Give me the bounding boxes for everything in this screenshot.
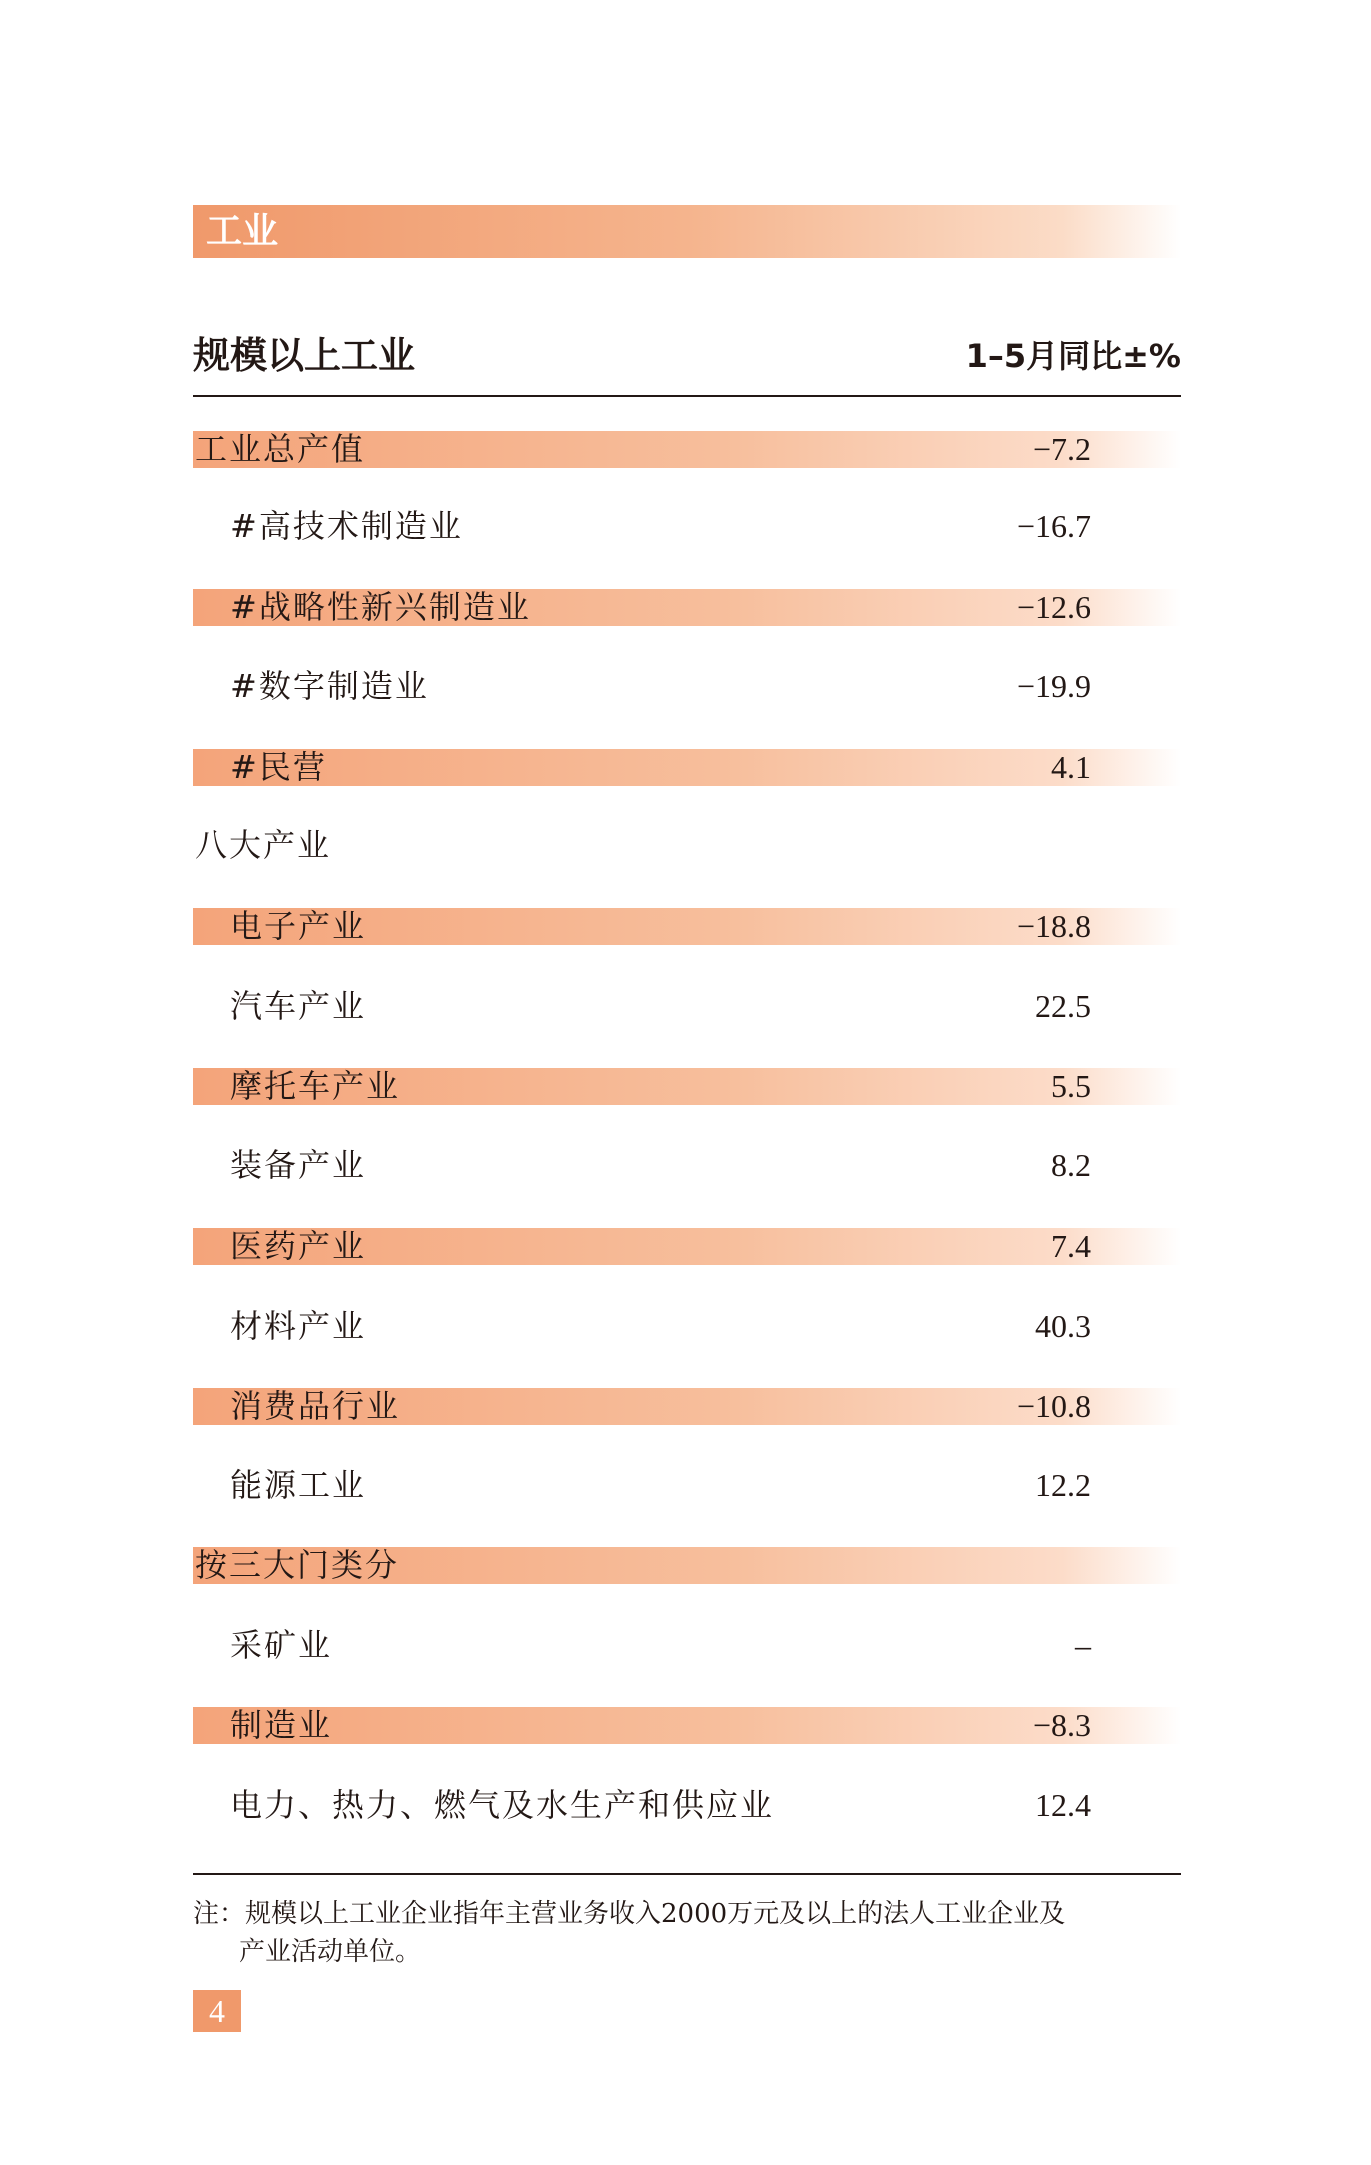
row-label: 消费品行业 xyxy=(230,1387,401,1425)
section-title: 工业 xyxy=(206,211,279,252)
row-label: 汽车产业 xyxy=(230,987,367,1025)
row-label: 八大产业 xyxy=(195,826,332,864)
row-value: 4.1 xyxy=(1051,749,1091,785)
row-value: 12.4 xyxy=(1035,1787,1091,1823)
table-row-group-heading xyxy=(193,1547,1181,1584)
table-row xyxy=(193,749,1181,786)
row-label: 制造业 xyxy=(230,1706,333,1744)
row-value: −18.8 xyxy=(1016,908,1091,944)
row-label: 按三大门类分 xyxy=(195,1546,400,1584)
table-period-label: 1–5月同比±% xyxy=(965,337,1181,375)
row-label: 材料产业 xyxy=(230,1307,367,1345)
table-bottom-rule xyxy=(193,1873,1181,1875)
table-row xyxy=(193,908,1181,945)
row-label: 装备产业 xyxy=(230,1146,367,1184)
row-value: 12.2 xyxy=(1035,1467,1091,1503)
row-value: 22.5 xyxy=(1035,988,1091,1024)
table-row-group-heading xyxy=(193,827,1181,864)
table-row xyxy=(193,1467,1181,1504)
row-label: 摩托车产业 xyxy=(230,1067,401,1105)
row-value: −19.9 xyxy=(1016,668,1091,704)
page-number: 4 xyxy=(193,1990,241,2032)
row-label: 采矿业 xyxy=(230,1626,333,1664)
row-value: −7.2 xyxy=(1032,431,1091,467)
footnote-line-2: 产业活动单位。 xyxy=(239,1937,422,1967)
row-value: −10.8 xyxy=(1016,1388,1091,1424)
row-label: #数字制造业 xyxy=(230,667,429,705)
table-row xyxy=(193,1308,1181,1345)
table-row xyxy=(193,1707,1181,1744)
row-label: 电力、热力、燃气及水生产和供应业 xyxy=(230,1786,775,1824)
table-row xyxy=(193,1627,1181,1664)
table-row xyxy=(193,668,1181,705)
table-row xyxy=(193,1388,1181,1425)
row-value: −16.7 xyxy=(1016,508,1091,544)
footnote-line-1: 注：规模以上工业企业指年主营业务收入2000万元及以上的法人工业企业及 xyxy=(193,1899,1066,1929)
row-value: −12.6 xyxy=(1016,589,1091,625)
table-row xyxy=(193,988,1181,1025)
footnote xyxy=(193,1895,1183,1971)
row-label: #高技术制造业 xyxy=(230,507,463,545)
table-row xyxy=(193,1228,1181,1265)
table-title: 规模以上工业 xyxy=(193,334,415,377)
row-value: 5.5 xyxy=(1051,1068,1091,1104)
row-value: 7.4 xyxy=(1051,1228,1091,1264)
row-label: 电子产业 xyxy=(230,907,367,945)
table-row xyxy=(193,508,1181,545)
table-row xyxy=(193,589,1181,626)
table-row xyxy=(193,1068,1181,1105)
table-row xyxy=(193,431,1181,468)
row-value: 8.2 xyxy=(1051,1147,1091,1183)
row-label: 医药产业 xyxy=(230,1227,367,1265)
row-value: 40.3 xyxy=(1035,1308,1091,1344)
row-value: −8.3 xyxy=(1032,1707,1091,1743)
table-row xyxy=(193,1147,1181,1184)
table-row xyxy=(193,1787,1181,1824)
row-label: #战略性新兴制造业 xyxy=(230,588,531,626)
row-label: 能源工业 xyxy=(230,1466,367,1504)
table-top-rule xyxy=(193,395,1181,397)
row-value: – xyxy=(1075,1627,1091,1663)
row-label: 工业总产值 xyxy=(195,430,366,468)
row-label: #民营 xyxy=(230,748,327,786)
section-header-band xyxy=(193,205,1181,258)
